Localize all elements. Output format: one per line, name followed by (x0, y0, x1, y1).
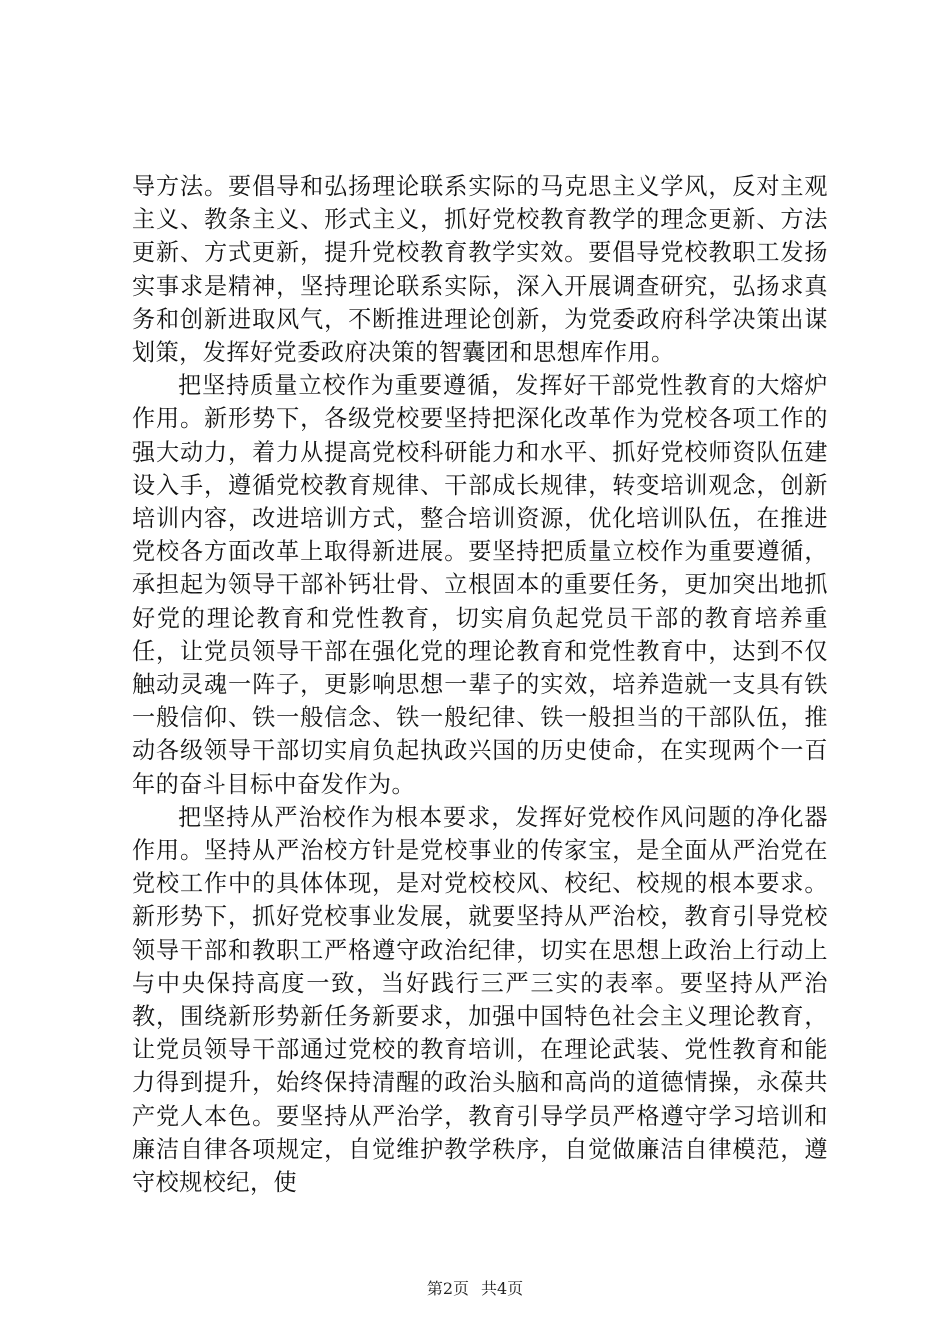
page-number: 第2页 (426, 1279, 469, 1298)
page-total: 共4页 (481, 1279, 524, 1298)
paragraph-continuation: 导方法。要倡导和弘扬理论联系实际的马克思主义学风，反对主观主义、教条主义、形式主义，抓好党校教育教学的理念更新、方法更新、方式更新，提升党校教育教学实效。要倡导党校教职工发扬实事求是精神，坚持理论联系实际，深入开展调查研究，弘扬求真务和创新进取风气，不断推进理论创新，为党委政府科学决策出谋划策，发挥好党委政府决策的智囊团和思想库作用。 (132, 174, 828, 367)
document-body (132, 171, 828, 1200)
page-footer (0, 1279, 950, 1299)
paragraph-quality-school: 把坚持质量立校作为重要遵循，发挥好干部党性教育的大熔炉作用。新形势下，各级党校要坚持把深化改革作为党校各项工作的强大动力，着力从提高党校科研能力和水平、抓好党校师资队伍建设入手，遵循党校教育规律、干部成长规律，转变培训观念，创新培训内容，改进培训方式，整合培训资源，优化培训队伍，在推进党校各方面改革上取得新进展。要坚持把质量立校作为重要遵循，承担起为领导干部补钙壮骨、立根固本的重要任务，更加突出地抓好党的理论教育和党性教育，切实肩负起党员干部的教育培养重任，让党员领导干部在强化党的理论教育和党性教育中，达到不仅触动灵魂一阵子，更影响思想一辈子的实效，培养造就一支具有铁一般信仰、铁一般信念、铁一般纪律、铁一般担当的干部队伍，推动各级领导干部切实肩负起执政兴国的历史使命，在实现两个一百年的奋斗目标中奋发作为。 (132, 373, 828, 798)
paragraph-strict-governance: 把坚持从严治校作为根本要求，发挥好党校作风问题的净化器作用。坚持从严治校方针是党校事业的传家宝，是全面从严治党在党校工作中的具体体现，是对党校校风、校纪、校规的根本要求。新形势下，抓好党校事业发展，就要坚持从严治校，教育引导党校领导干部和教职工严格遵守政治纪律，切实在思想上政治上行动上与中央保持高度一致，当好践行三严三实的表率。要坚持从严治教，围绕新形势新任务新要求，加强中国特色社会主义理论教育，让党员领导干部通过党校的教育培训，在理论武装、党性教育和能力得到提升，始终保持清醒的政治头脑和高尚的道德情操，永葆共产党人本色。要坚持从严治学，教育引导学员严格遵守学习培训和廉洁自律各项规定，自觉维护教学秩序，自觉做廉洁自律模范，遵守校规校纪，使 (132, 804, 828, 1197)
